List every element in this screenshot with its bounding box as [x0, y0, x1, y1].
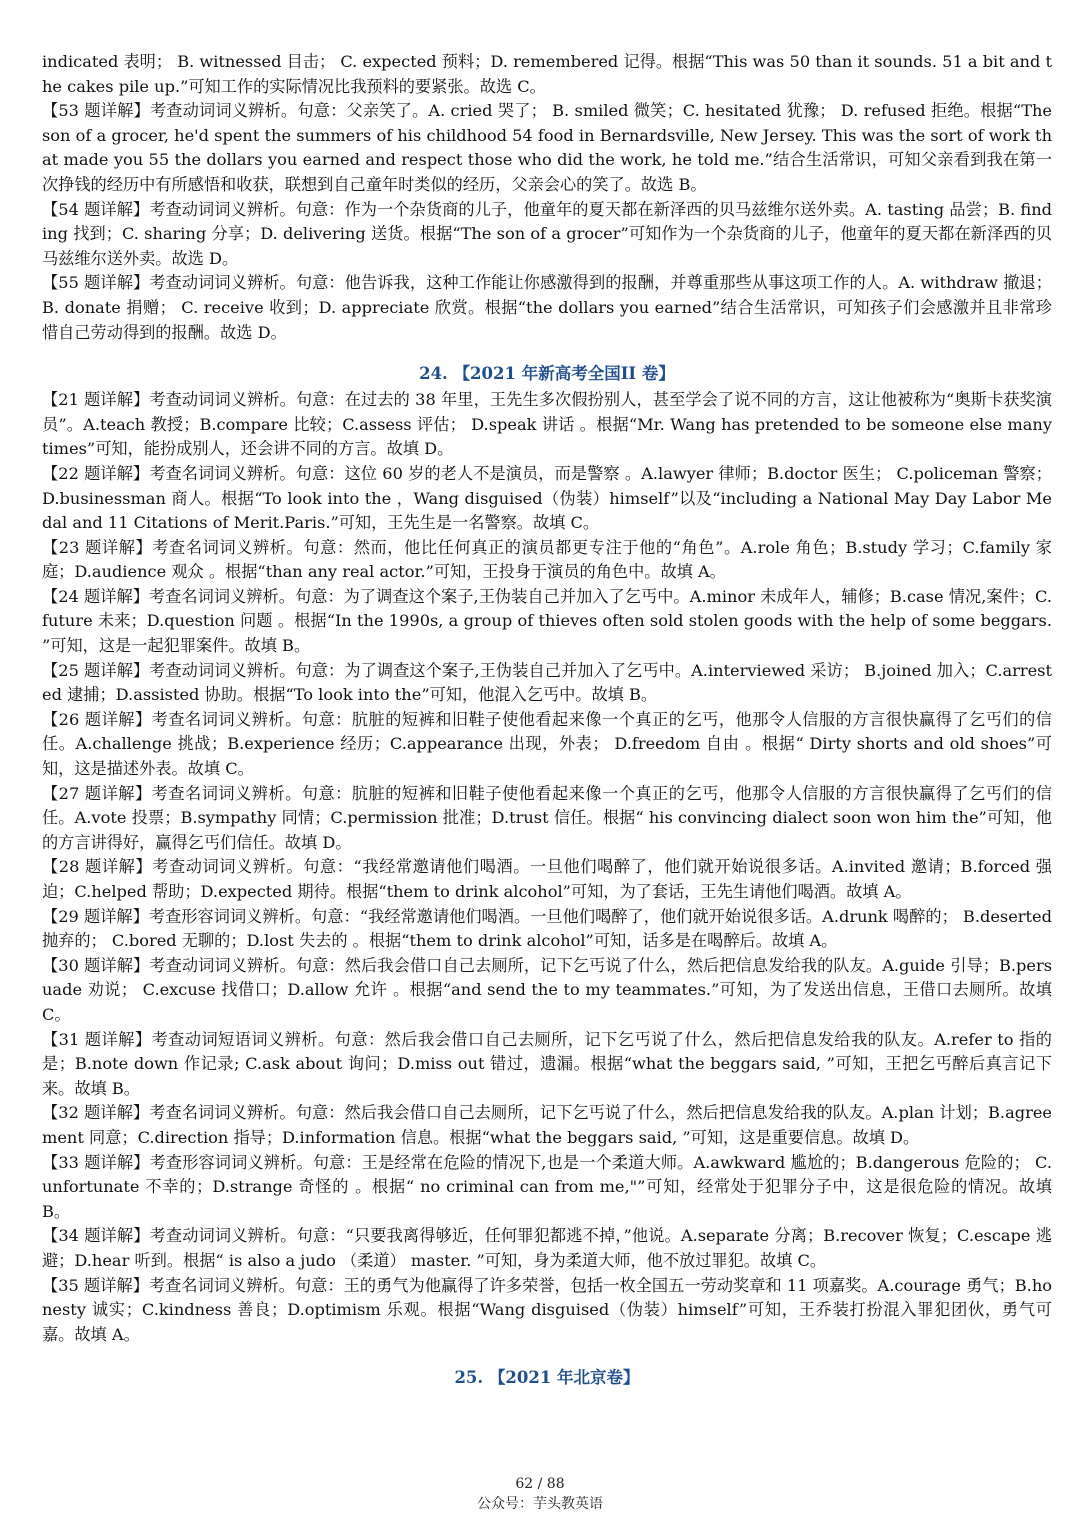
- explanation-paragraph: 【53 题详解】考查动词词义辨析。句意：父亲笑了。A. cried 哭了； B. smiled 微笑；C. hesitated 犹豫； D. refused 拒绝。根据“The son of a grocer, he'd spent the summers of his childhood 54 food in Bernardsville, New Jersey. This was the sort of work that made you 55 the dollars you earned and respect those who did the work, he told me.”结合生活常识，可知父亲看到我在第一次挣钱的经历中有所感悟和收获，联想到自己童年时类似的经历，父亲会心的笑了。故选 B。: [42, 101, 1052, 194]
- section-25-heading: 25. 【2021 年北京卷】: [454, 1368, 640, 1388]
- section-24-heading: 24. 【2021 年新高考全国II 卷】: [419, 364, 675, 384]
- explanation-paragraph: 【32 题详解】考查名词词义辨析。句意：然后我会借口自己去厕所，记下乞丐说了什么，然后把信息发给我的队友。A.plan 计划；B.agreement 同意；C.direction 指导；D.information 信息。根据“what the beggars said, ”可知，这是重要信息。故填 D。: [42, 1103, 1052, 1147]
- explanation-paragraph: 【23 题详解】考查名词词义辨析。句意：然而，他比任何真正的演员都更专注于他的“角色”。A.role 角色；B.study 学习；C.family 家庭；D.audience 观众 。根据“than any real actor.”可知，王投身于演员的角色中。故填 A。: [42, 537, 1052, 582]
- explanation-paragraph: 【30 题详解】考查动词词义辨析。句意：然后我会借口自己去厕所，记下乞丐说了什么，然后把信息发给我的队友。A.guide 引导；B.persuade 劝说； C.excuse 找借口；D.allow 允许 。根据“and send the to my teammates.”可知，为了发送出信息，王借口去厕所。故填 C。: [42, 955, 1052, 1024]
- page-number: 62 / 88: [515, 1476, 565, 1492]
- explanation-paragraph: 【29 题详解】考查形容词词义辨析。句意：“我经常邀请他们喝酒。一旦他们喝醉了，他们就开始说很多话。A.drunk 喝醉的； B.deserted 抛弃的； C.bored 无聊的；D.lost 失去的 。根据“them to drink alcohol”可知，话多是在喝醉后。故填 A。: [42, 906, 1052, 951]
- explanation-paragraph: 【22 题详解】考查名词词义辨析。句意：这位 60 岁的老人不是演员，而是警察 。A.lawyer 律师；B.doctor 医生； C.policeman 警察；D.businessman 商人。根据“To look into the ，Wang disguised（伪装）himself”以及“including a National May Day Labor Medal and 11 Citations of Merit.Paris.”可知，王先生是一名警察。故填 C。: [42, 463, 1052, 533]
- explanation-paragraph: 【26 题详解】考查名词词义辨析。句意：肮脏的短裤和旧鞋子使他看起来像一个真正的乞丐，他那令人信服的方言很快赢得了乞丐们的信任。A.challenge 挑战；B.experience 经历；C.appearance 出现，外表； D.freedom 自由 。根据“ Dirty shorts and old shoes”可知，这是描述外表。故填 C。: [42, 709, 1052, 779]
- explanation-paragraph: 【27 题详解】考查名词词义辨析。句意：肮脏的短裤和旧鞋子使他看起来像一个真正的乞丐，他那令人信服的方言很快赢得了乞丐们的信任。A.vote 投票；B.sympathy 同情；C.permission 批准；D.trust 信任。根据“ his convincing dialect soon won him the”可知，他的方言讲得好，赢得乞丐们信任。故填 D。: [42, 783, 1052, 852]
- explanation-paragraph: 【33 题详解】考查形容词词义辨析。句意：王是经常在危险的情况下,也是一个柔道大师。A.awkward 尴尬的；B.dangerous 危险的； C.unfortunate 不幸的；D.strange 奇怪的 。根据“ no criminal can from me,"”可知，经常处于犯罪分子中，这是很危险的情况。故填 B。: [42, 1152, 1052, 1221]
- explanation-paragraph: 【24 题详解】考查名词词义辨析。句意：为了调查这个案子,王伪装自己并加入了乞丐中。A.minor 未成年人，辅修；B.case 情况,案件；C.future 未来；D.question 问题 。根据“In the 1990s, a group of thieves often sold stolen goods with the help of some beggars. ”可知，这是一起犯罪案件。故填 B。: [42, 586, 1052, 656]
- explanation-paragraph: 【34 题详解】考查动词词义辨析。句意：“只要我离得够近，任何罪犯都逃不掉，”他说。A.separate 分离；B.recover 恢复；C.escape 逃避；D.hear 听到。根据“ is also a judo （柔道） master. ”可知，身为柔道大师，他不放过罪犯。故填 C。: [42, 1226, 1052, 1270]
- document-page: [42, 50, 1052, 1391]
- explanation-paragraph: 【35 题详解】考查名词词义辨析。句意：王的勇气为他赢得了许多荣誉，包括一枚全国五一劳动奖章和 11 项嘉奖。A.courage 勇气；B.honesty 诚实；C.kindness 善良；D.optimism 乐观。根据“Wang disguised（伪装）himself”可知，王乔装打扮混入罪犯团伙，勇气可嘉。故填 A。: [42, 1275, 1052, 1344]
- explanation-paragraph: 【21 题详解】考查动词词义辨析。句意：在过去的 38 年里，王先生多次假扮别人，甚至学会了说不同的方言，这让他被称为“奥斯卡获奖演员”。A.teach 教授；B.compare 比较；C.assess 评估； D.speak 讲话 。根据“Mr. Wang has pretended to be someone else many times”可知，能扮成别人，还会讲不同的方言。故填 D。: [42, 390, 1052, 459]
- explanation-paragraph: indicated 表明； B. witnessed 目击； C. expected 预料；D. remembered 记得。根据“This was 50 than it sounds. 51 a bit and the cakes pile up.”可知工作的实际情况比我预料的要紧张。故选 C。: [42, 52, 1052, 96]
- publisher-footer: 公众号：芋头教英语: [477, 1496, 603, 1512]
- explanation-paragraph: 【31 题详解】考查动词短语词义辨析。句意：然后我会借口自己去厕所，记下乞丐说了什么，然后把信息发给我的队友。A.refer to 指的是；B.note down 作记录; C.ask about 询问；D.miss out 错过，遗漏。根据“what the beggars said, ”可知，王把乞丐醉后真言记下来。故填 B。: [42, 1029, 1052, 1098]
- explanation-paragraph: 【55 题详解】考查动词词义辨析。句意：他告诉我，这种工作能让你感激得到的报酬，并尊重那些从事这项工作的人。A. withdraw 撤退；B. donate 捐赠； C. receive 收到；D. appreciate 欣赏。根据“the dollars you earned”结合生活常识，可知孩子们会感激并且非常珍惜自己劳动得到的报酬。故选 D。: [42, 273, 1052, 342]
- section-24-body: [42, 388, 1052, 1347]
- explanation-paragraph: 【54 题详解】考查动词词义辨析。句意：作为一个杂货商的儿子，他童年的夏天都在新泽西的贝马兹维尔送外卖。A. tasting 品尝；B. finding 找到；C. sharing 分享；D. delivering 送货。根据“The son of a grocer”可知作为一个杂货商的儿子，他童年的夏天都在新泽西的贝马兹维尔送外卖。故选 D。: [42, 199, 1052, 268]
- intro-block: [42, 50, 1052, 345]
- explanation-paragraph: 【28 题详解】考查动词词义辨析。句意：“我经常邀请他们喝酒。一旦他们喝醉了，他们就开始说很多话。A.invited 邀请；B.forced 强迫；C.helped 帮助；D.expected 期待。根据“them to drink alcohol”可知，为了套话，王先生请他们喝酒。故填 A。: [42, 857, 1052, 901]
- explanation-paragraph: 【25 题详解】考查动词词义辨析。句意：为了调查这个案子,王伪装自己并加入了乞丐中。A.interviewed 采访； B.joined 加入；C.arrested 逮捕；D.assisted 协助。根据“To look into the”可知，他混入乞丐中。故填 B。: [42, 660, 1052, 705]
